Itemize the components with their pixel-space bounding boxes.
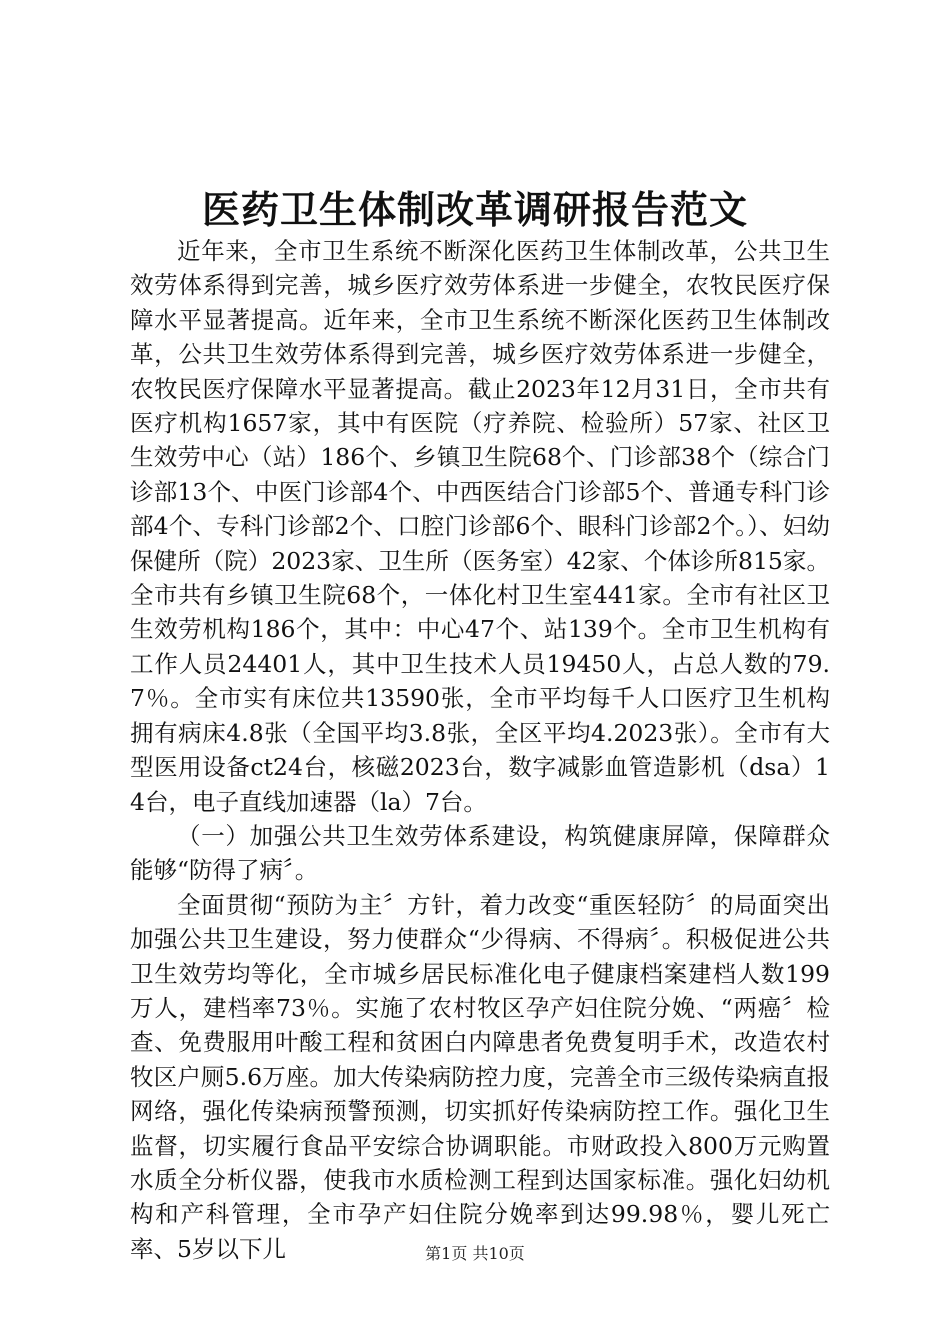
document-body [130,234,830,1266]
page-footer: 第1页 共10页 [425,1244,525,1263]
paragraph-section-heading: （一）加强公共卫生效劳体系建设，构筑健康屏障，保障群众能够“防得了病〞。 [130,821,830,885]
paragraph-public-health: 全面贯彻“预防为主〞方针，着力改变“重医轻防〞的局面突出加强公共卫生建设，努力使群众“少得病、不得病〞。积极促进公共卫生效劳均等化，全市城乡居民标准化电子健康档案建档人数199万人，建档率73％。实施了农村牧区孕产妇住院分娩、“两癌〞检查、免费服用叶酸工程和贫困白内障患者免费复明手术，改造农村牧区户厕5.6万座。加大传染病防控力度，完善全市三级传染病直报网络，强化传染病预警预测，切实抓好传染病防控工作。强化卫生监督，切实履行食品平安综合协调职能。市财政投入800万元购置水质全分析仪器，使我市水质检测工程到达国家标准。强化妇幼机构和产科管理，全市孕产妇住院分娩率到达99.98％，婴儿死亡率、5岁以下儿 [130,890,830,1263]
document-title: 医药卫生体制改革调研报告范文 [201,187,748,232]
paragraph-overview: 近年来，全市卫生系统不断深化医药卫生体制改革，公共卫生效劳体系得到完善，城乡医疗效劳体系进一步健全，农牧民医疗保障水平显著提高。近年来，全市卫生系统不断深化医药卫生体制改革，公共卫生效劳体系得到完善，城乡医疗效劳体系进一步健全，农牧民医疗保障水平显著提高。截止2023年12月31日，全市共有医疗机构1657家，其中有医院（疗养院、检验所）57家、社区卫生效劳中心（站）186个、乡镇卫生院68个、门诊部38个（综合门诊部13个、中医门诊部4个、中西医结合门诊部5个、普通专科门诊部4个、专科门诊部2个、口腔门诊部6个、眼科门诊部2个。）、妇幼保健所（院）2023家、卫生所（医务室）42家、个体诊所815家。全市共有乡镇卫生院68个，一体化村卫生室441家。全市有社区卫生效劳机构186个，其中：中心47个、站139个。全市卫生机构有工作人员24401人，其中卫生技术人员19450人，占总人数的79.7％。全市实有床位共13590张，全市平均每千人口医疗卫生机构拥有病床4.8张（全国平均3.8张，全区平均4.2023张）。全市有大型医用设备ct24台，核磁2023台，数字减影血管造影机（dsa）14台，电子直线加速器（la）7台。 [130,237,830,816]
